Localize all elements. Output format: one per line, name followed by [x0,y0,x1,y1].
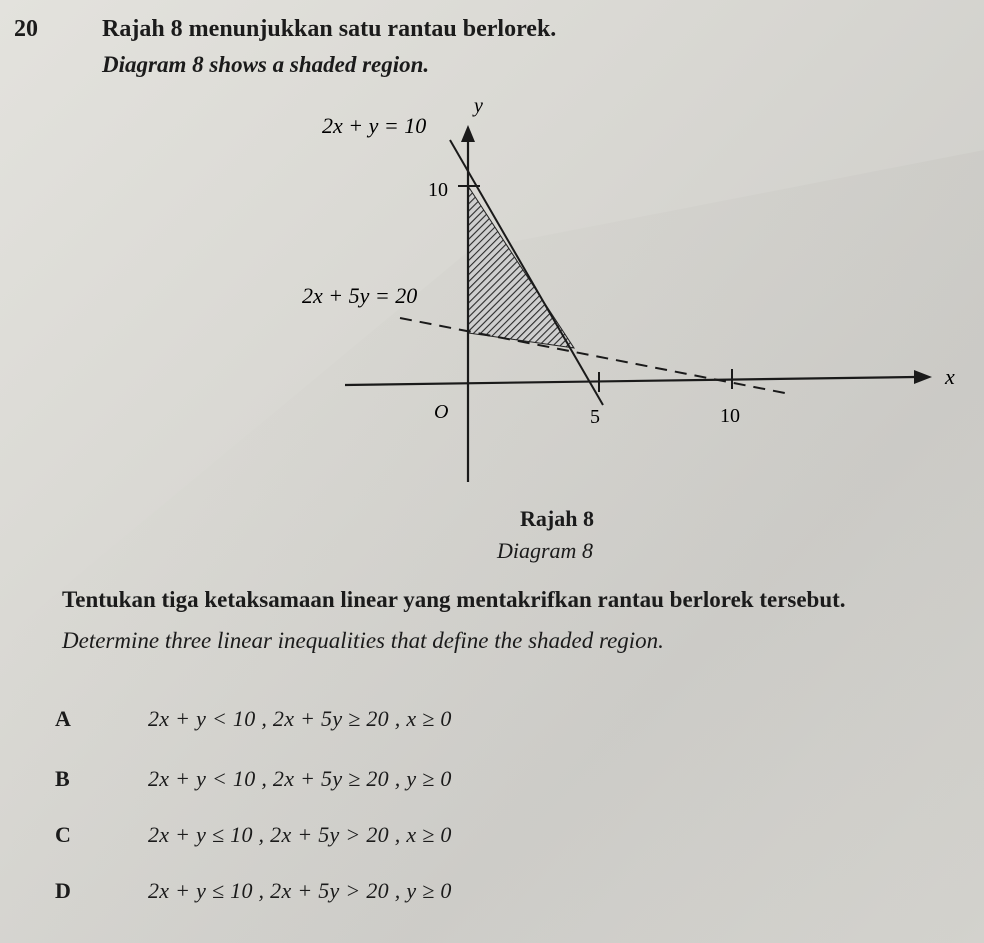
option-text: 2x + y ≤ 10 , 2x + 5y > 20 , x ≥ 0 [148,822,452,847]
option-d[interactable] [0,878,984,918]
y-axis-arrow [461,125,475,142]
x-axis-arrow [914,370,932,384]
option-letter: D [55,878,71,903]
x-tick-label-10: 10 [720,405,740,427]
instruction-ms: Tentukan tiga ketaksamaan linear yang mentakrifkan rantau berlorek tersebut. [62,587,846,612]
question-number: 20 [14,16,38,42]
y-axis-label: y [474,95,483,117]
option-letter: C [55,822,71,847]
line1-label: 2x + y = 10 [322,113,427,138]
option-text: 2x + y < 10 , 2x + 5y ≥ 20 , y ≥ 0 [148,766,452,791]
line2-label: 2x + 5y = 20 [302,283,418,308]
x-axis-label: x [945,364,955,389]
x-axis [345,377,915,385]
option-text: 2x + y < 10 , 2x + 5y ≥ 20 , x ≥ 0 [148,706,452,731]
shaded-region [468,186,574,348]
x-tick-label-5: 5 [590,406,600,428]
option-b[interactable] [0,766,984,806]
question-text-ms: Rajah 8 menunjukkan satu rantau berlorek. [102,16,557,42]
y-tick-label-10: 10 [428,179,448,201]
option-text: 2x + y ≤ 10 , 2x + 5y > 20 , y ≥ 0 [148,878,452,903]
option-letter: B [55,766,70,791]
origin-label: O [434,401,449,423]
option-a[interactable] [0,706,984,746]
question-text-en: Diagram 8 shows a shaded region. [102,52,430,77]
instruction-en: Determine three linear inequalities that define the shaded region. [62,628,664,653]
diagram-caption-ms: Rajah 8 [520,506,594,531]
option-letter: A [55,706,71,731]
option-c[interactable] [0,822,984,862]
diagram-caption-en: Diagram 8 [497,538,593,563]
